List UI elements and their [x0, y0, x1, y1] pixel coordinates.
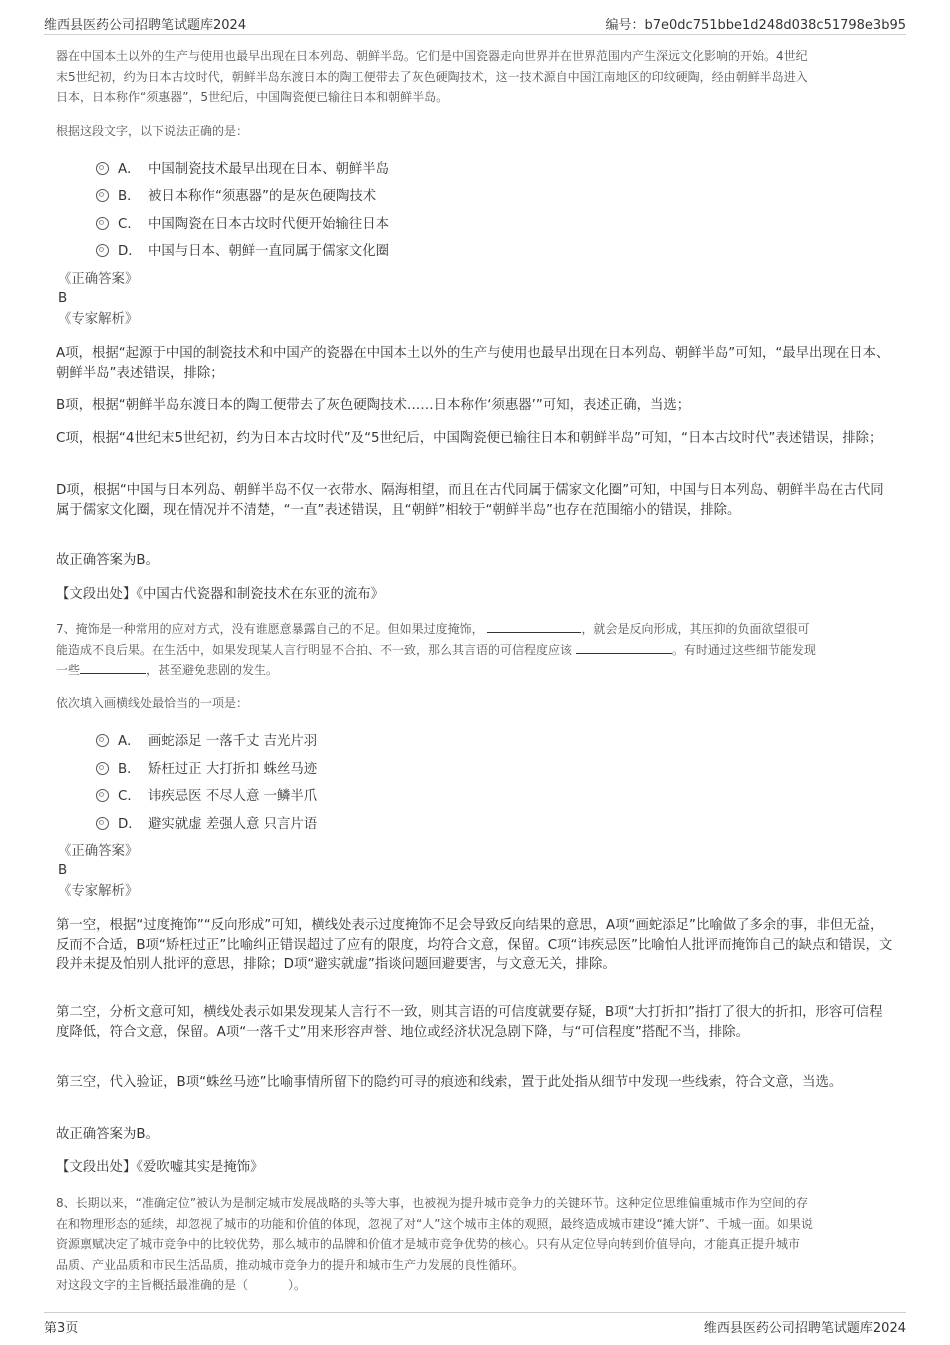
option-letter: D． [118, 817, 142, 832]
option-letter: D． [118, 244, 142, 259]
q8-stem-line-1: 8、长期以来，“准确定位”被认为是制定城市发展战略的头等大事，也被视为提升城市竞争力的关键环节。这种定位思维偏重城市作为空间的存 [56, 1196, 809, 1210]
q6-answer: B [58, 291, 68, 306]
q7-analysis-blank-3: 第三空，代入验证，B项“蛛丝马迹”比喻事情所留下的隐约可寻的痕迹和线索，置于此处指从细节中发现一些线索，符合文意，当选。 [56, 1075, 843, 1090]
q7-stem-part-2: ，就会是反向形成，其压抑的负面欲望很可 [581, 622, 810, 636]
option-text: 矫枉过正 大打折扣 蛛丝马迹 [148, 762, 318, 777]
q8-stem-line-4: 品质、产业品质和市民生活品质，推动城市竞争力的提升和城市生产力发展的良性循环。 [56, 1257, 525, 1272]
option-text: 被日本称作“须惠器”的是灰色硬陶技术 [148, 189, 377, 204]
q7-analysis-label: 《专家解析》 [58, 884, 139, 899]
footer-title: 维西县医药公司招聘笔试题库2024 [703, 1321, 906, 1336]
header-title: 维西县医药公司招聘笔试题库2024 [44, 18, 247, 33]
q8-stem-line-3: 资源禀赋决定了城市竞争中的比较优势，那么城市的品牌和价值才是城市竞争优势的核心。只有从定位导向转到价值导向，才能真正提升城市 [56, 1237, 801, 1251]
option-text: 避实就虚 差强人意 只言片语 [148, 817, 318, 832]
q6-source: 【文段出处】《中国古代瓷器和制瓷技术在东亚的流布》 [56, 587, 385, 602]
q7-stem-part-4: 。有时通过这些细节能发现 [671, 642, 816, 657]
option-letter: C． [118, 789, 141, 804]
q7-stem-part-3: 能造成不良后果。在生活中，如果发现某人言行明显不合拍、不一致，那么其言语的可信程度应该 [56, 642, 573, 657]
q8-prompt-part-1: 对这段文字的主旨概括最准确的是（ [56, 1278, 249, 1292]
q7-analysis-blank-2: 第二空，分析文意可知，横线处表示如果发现某人言行不一致，则其言语的可信度就要存疑，B项“大打折扣”指打了很大的折扣，形容可信程度降低，符合文意，保留。A项“一落千丈”用来形容声誉、地位或经济状况急剧下降，与“可信程度”搭配不当，排除。 [56, 1005, 883, 1040]
radio-icon[interactable] [96, 762, 109, 775]
option-letter: A． [118, 162, 141, 177]
q7-answer: B [58, 863, 68, 878]
header-code: 编号：b7e0dc751bbe1d248d038c51798e3b95 [605, 18, 906, 33]
option-text: 讳疾忌医 不尽人意 一鳞半爪 [148, 789, 318, 804]
q6-passage-line-3: 日本，日本称作“须惠器”，5世纪后，中国陶瓷便已输往日本和朝鲜半岛。 [56, 90, 449, 104]
option-text: 中国陶瓷在日本古坟时代便开始输往日本 [148, 217, 390, 232]
fill-blank-1 [487, 619, 581, 633]
radio-icon[interactable] [96, 217, 109, 230]
radio-icon[interactable] [96, 789, 109, 802]
option-letter: C． [118, 217, 141, 232]
option-text: 画蛇添足 一落千丈 吉光片羽 [148, 734, 318, 749]
q7-prompt: 依次填入画横线处最恰当的一项是： [56, 696, 249, 710]
q6-conclusion: 故正确答案为B。 [56, 553, 159, 568]
q7-conclusion: 故正确答案为B。 [56, 1127, 159, 1142]
q6-prompt: 根据这段文字，以下说法正确的是： [56, 124, 249, 138]
q6-passage-line-2: 末5世纪初，约为日本古坟时代，朝鲜半岛东渡日本的陶工便带去了灰色硬陶技术，这一技术源自中国江南地区的印纹硬陶，经由朝鲜半岛进入 [56, 69, 808, 84]
radio-icon[interactable] [96, 162, 109, 175]
q8-stem-line-2: 在和物理形态的延续，却忽视了城市的功能和价值的体现，忽视了对“人”这个城市主体的观照，最终造成城市建设“摊大饼”、千城一面。如果说 [56, 1216, 813, 1231]
radio-icon[interactable] [96, 734, 109, 747]
option-text: 中国与日本、朝鲜一直同属于儒家文化圈 [148, 244, 390, 259]
page-header [44, 10, 906, 35]
q6-analysis-label: 《专家解析》 [58, 312, 139, 327]
q6-passage [56, 46, 894, 108]
q6-passage-line-1: 器在中国本土以外的生产与使用也最早出现在日本列岛、朝鲜半岛。它们是中国瓷器走向世界并在世界范围内产生深远文化影响的开始。4世纪 [56, 49, 808, 63]
option-letter: A． [118, 734, 141, 749]
option-text: 中国制瓷技术最早出现在日本、朝鲜半岛 [148, 162, 390, 177]
radio-icon[interactable] [96, 244, 109, 257]
q7-stem [56, 619, 894, 681]
radio-icon[interactable] [96, 189, 109, 202]
option-letter: B． [118, 762, 141, 777]
option-letter: B． [118, 189, 141, 204]
q7-stem-part-6: ，甚至避免悲剧的发生。 [146, 663, 279, 677]
q7-source: 【文段出处】《爱吹嘘其实是掩饰》 [56, 1160, 264, 1175]
q7-analysis-blank-1: 第一空，根据“过度掩饰”“反向形成”可知，横线处表示过度掩饰不足会导致反向结果的意思，A项“画蛇添足”比喻做了多余的事，非但无益，反而不合适，B项“矫枉过正”比喻纠正错误超过了应有的限度，均符合文意，保留。C项“讳疾忌医”比喻怕人批评而掩饰自己的缺点和错误，文段并未提及怕别人批评的意思，排除；D项“避实就虚”指谈问题回避要害，与文意无关，排除。 [56, 918, 893, 972]
q6-analysis-d: D项，根据“中国与日本列岛、朝鲜半岛不仅一衣带水、隔海相望，而且在古代同属于儒家文化圈”可知，中国与日本列岛、朝鲜半岛在古代同属于儒家文化圈，现在情况并不清楚，“一直”表述错误，且“朝鲜”相较于“朝鲜半岛”也存在范围缩小的错误，排除。 [56, 483, 884, 518]
q6-analysis-c: C项，根据“4世纪末5世纪初，约为日本古坟时代”及“5世纪后，中国陶瓷便已输往日本和朝鲜半岛”可知，“日本古坟时代”表述错误，排除； [56, 431, 883, 446]
page-number: 第3页 [44, 1321, 79, 1336]
q6-answer-label: 《正确答案》 [58, 272, 139, 287]
q8-prompt-part-2: ）。 [288, 1278, 307, 1292]
q7-answer-label: 《正确答案》 [58, 844, 139, 859]
q6-analysis-b: B项，根据“朝鲜半岛东渡日本的陶工便带去了灰色硬陶技术……日本称作‘须惠器’”可知，表述正确，当选； [56, 398, 691, 413]
q7-stem-part-1: 7、掩饰是一种常用的应对方式，没有谁愿意暴露自己的不足。但如果过度掩饰， [56, 622, 484, 636]
q6-analysis-a: A项，根据“起源于中国的制瓷技术和中国产的瓷器在中国本土以外的生产与使用也最早出现在日本列岛、朝鲜半岛”可知，“最早出现在日本、朝鲜半岛”表述错误，排除； [56, 346, 890, 381]
fill-blank-3 [80, 660, 146, 674]
q8-stem [56, 1193, 894, 1296]
page-footer [44, 1312, 906, 1339]
radio-icon[interactable] [96, 817, 109, 830]
q7-stem-part-5: 一些 [56, 663, 81, 677]
fill-blank-2 [576, 640, 672, 654]
